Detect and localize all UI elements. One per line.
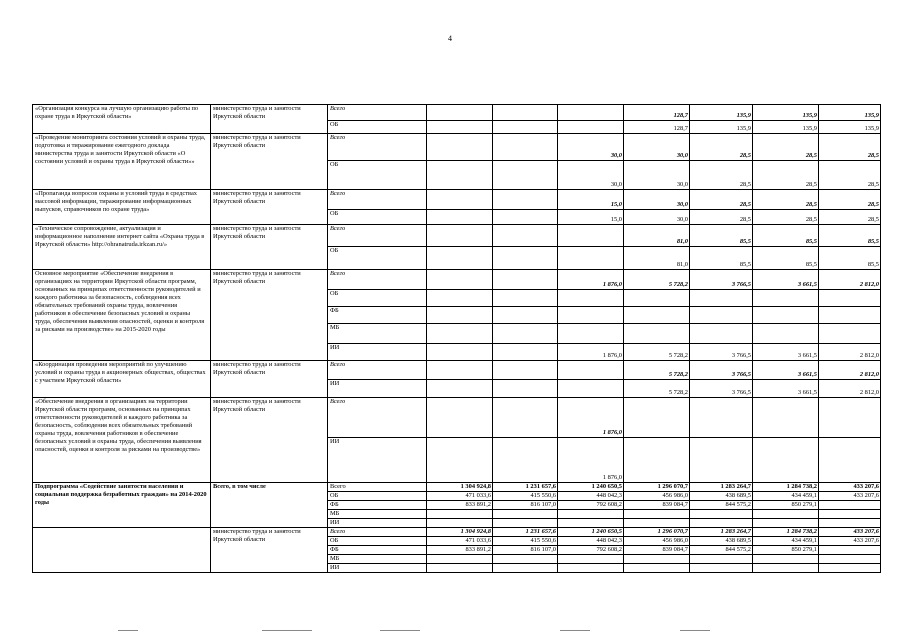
value-cell: 28,5 [753, 190, 819, 210]
value-cell [624, 564, 690, 573]
value-cell: 448 042,3 [558, 537, 624, 546]
value-cell [819, 546, 881, 555]
value-cell [493, 210, 558, 225]
funding-source-cell: ИИ [328, 380, 427, 398]
table-row [33, 398, 881, 438]
value-cell [690, 307, 753, 324]
value-cell [819, 324, 881, 344]
value-cell: 456 986,0 [624, 537, 690, 546]
value-cell [493, 270, 558, 290]
value-cell: 15,0 [558, 210, 624, 225]
value-cell: 1 240 650,5 [558, 483, 624, 492]
value-cell: 471 033,6 [427, 492, 493, 501]
value-cell [427, 555, 493, 564]
value-cell: 850 279,1 [753, 501, 819, 510]
value-cell [493, 190, 558, 210]
value-cell: 28,5 [819, 190, 881, 210]
value-cell: 839 084,7 [624, 546, 690, 555]
funding-source-cell: Всего [328, 361, 427, 380]
value-cell [427, 344, 493, 361]
value-cell [493, 344, 558, 361]
measure-name-cell: Подпрограмма «Содействие занятости населения и социальная поддержка безработных граждан» на 2014-2020 годы [33, 483, 211, 528]
funding-source-cell: ОБ [328, 121, 427, 134]
funding-source-cell: ОБ [328, 290, 427, 307]
value-cell [690, 438, 753, 483]
table-row [33, 190, 881, 210]
value-cell: 434 459,1 [753, 492, 819, 501]
table-row [33, 528, 881, 537]
value-cell: 3 661,5 [753, 344, 819, 361]
value-cell: 1 296 070,7 [624, 483, 690, 492]
funding-source-cell: ИИ [328, 519, 427, 528]
funding-source-cell: Всего [328, 225, 427, 247]
value-cell [624, 398, 690, 438]
funding-source-cell: ФБ [328, 307, 427, 324]
value-cell [427, 225, 493, 247]
value-cell: 438 689,5 [690, 492, 753, 501]
value-cell [427, 161, 493, 190]
value-cell [493, 361, 558, 380]
value-cell: 833 891,2 [427, 546, 493, 555]
value-cell [690, 564, 753, 573]
executor-cell: министерство труда и занятости Иркутской области [211, 528, 328, 573]
value-cell: 30,0 [558, 161, 624, 190]
value-cell: 2 812,0 [819, 380, 881, 398]
value-cell: 28,5 [819, 210, 881, 225]
value-cell [427, 134, 493, 161]
funding-source-cell: МБ [328, 324, 427, 344]
value-cell: 81,0 [624, 225, 690, 247]
funding-source-cell: Всего [328, 528, 427, 537]
value-cell: 2 812,0 [819, 361, 881, 380]
executor-cell: министерство труда и занятости Иркутской области [211, 398, 328, 483]
value-cell [558, 105, 624, 121]
table-row [33, 105, 881, 121]
value-cell: 434 459,1 [753, 537, 819, 546]
value-cell: 456 986,0 [624, 492, 690, 501]
value-cell: 5 728,2 [624, 270, 690, 290]
funding-source-cell: ОБ [328, 210, 427, 225]
value-cell [493, 324, 558, 344]
value-cell: 1 876,0 [558, 344, 624, 361]
value-cell: 135,9 [753, 105, 819, 121]
value-cell: 30,0 [624, 134, 690, 161]
executor-cell: Всего, в том числе [211, 483, 328, 528]
value-cell [624, 438, 690, 483]
value-cell: 5 728,2 [624, 380, 690, 398]
value-cell: 2 812,0 [819, 344, 881, 361]
value-cell [427, 247, 493, 270]
funding-source-cell: ОБ [328, 161, 427, 190]
value-cell [624, 307, 690, 324]
value-cell [624, 555, 690, 564]
value-cell [493, 247, 558, 270]
funding-source-cell: ИИ [328, 344, 427, 361]
value-cell: 5 728,2 [624, 361, 690, 380]
funding-source-cell: МБ [328, 510, 427, 519]
measure-name-cell: «Проведение мониторинга состояния условий и охраны труда, подготовка и тиражирование ежегодного доклада министерства труда и занятости Иркутской области «О состоянии условий и охраны труда в Иркутской области»» [33, 134, 211, 190]
value-cell [493, 307, 558, 324]
value-cell [753, 307, 819, 324]
value-cell [427, 438, 493, 483]
value-cell: 471 033,6 [427, 537, 493, 546]
value-cell: 135,9 [753, 121, 819, 134]
measure-name-cell: «Пропаганда вопросов охраны и условий труда в средствах массовой информации, тиражирование информационных выпусков, справочников по охране труда» [33, 190, 211, 225]
value-cell: 135,9 [690, 105, 753, 121]
value-cell [427, 510, 493, 519]
measure-name-cell: «Техническое сопровождение, актуализация и информационное наполнение интернет сайта «Охрана труда в Иркутской области» http://ohranatruda.irkzan.ru/» [33, 225, 211, 270]
value-cell: 1 231 657,6 [493, 528, 558, 537]
funding-source-cell: ИИ [328, 564, 427, 573]
value-cell: 792 608,2 [558, 546, 624, 555]
value-cell: 28,5 [753, 134, 819, 161]
value-cell: 3 766,5 [690, 270, 753, 290]
value-cell: 3 661,5 [753, 361, 819, 380]
value-cell: 433 207,6 [819, 492, 881, 501]
value-cell [427, 380, 493, 398]
value-cell: 433 207,6 [819, 528, 881, 537]
value-cell [427, 307, 493, 324]
value-cell [819, 438, 881, 483]
value-cell: 135,9 [819, 105, 881, 121]
budget-table [32, 104, 881, 573]
value-cell [753, 398, 819, 438]
value-cell [493, 105, 558, 121]
value-cell: 3 766,5 [690, 380, 753, 398]
value-cell [493, 438, 558, 483]
table-row [33, 270, 881, 290]
value-cell [819, 307, 881, 324]
value-cell: 816 107,0 [493, 546, 558, 555]
value-cell: 15,0 [558, 190, 624, 210]
value-cell: 85,5 [690, 247, 753, 270]
value-cell [690, 519, 753, 528]
value-cell: 3 766,5 [690, 361, 753, 380]
funding-source-cell: ОБ [328, 537, 427, 546]
value-cell [558, 225, 624, 247]
funding-source-cell: ОБ [328, 492, 427, 501]
value-cell: 415 550,6 [493, 492, 558, 501]
measure-name-cell: «Организация конкурса на лучшую организацию работы по охране труда в Иркутской области» [33, 105, 211, 134]
funding-source-cell: Всего [328, 483, 427, 492]
value-cell: 3 766,5 [690, 344, 753, 361]
value-cell [753, 519, 819, 528]
value-cell: 28,5 [690, 134, 753, 161]
value-cell [624, 290, 690, 307]
value-cell: 1 231 657,6 [493, 483, 558, 492]
value-cell [558, 510, 624, 519]
funding-source-cell: ИИ [328, 438, 427, 483]
value-cell: 1 304 924,8 [427, 528, 493, 537]
table-row [33, 483, 881, 492]
value-cell: 1 284 738,2 [753, 483, 819, 492]
value-cell [690, 324, 753, 344]
value-cell: 1 304 924,8 [427, 483, 493, 492]
executor-cell: министерство труда и занятости Иркутской области [211, 225, 328, 270]
value-cell [558, 121, 624, 134]
value-cell: 1 283 264,7 [690, 483, 753, 492]
value-cell [690, 290, 753, 307]
value-cell [819, 290, 881, 307]
value-cell: 81,0 [624, 247, 690, 270]
value-cell [753, 324, 819, 344]
value-cell [427, 121, 493, 134]
value-cell: 30,0 [624, 161, 690, 190]
value-cell: 1 284 738,2 [753, 528, 819, 537]
value-cell [753, 510, 819, 519]
value-cell [558, 564, 624, 573]
value-cell: 28,5 [753, 161, 819, 190]
value-cell [819, 510, 881, 519]
value-cell [427, 361, 493, 380]
value-cell [427, 519, 493, 528]
value-cell [427, 290, 493, 307]
value-cell [493, 134, 558, 161]
measure-name-cell: Основное мероприятие «Обеспечение внедрения в организациях на территории Иркутской области программ, основанных на принципах ответственности руководителей и каждого работника за безопасность, соблюдения всех обязательных требований охраны труда, вовлечения работников в обеспечение безопасных условий и охраны труда, обеспечения выявления опасностей, оценки и контроля за рисками на производстве» на 2015-2020 годы [33, 270, 211, 361]
value-cell: 1 296 070,7 [624, 528, 690, 537]
value-cell [493, 510, 558, 519]
value-cell: 85,5 [753, 225, 819, 247]
value-cell [753, 564, 819, 573]
value-cell [493, 161, 558, 190]
value-cell [819, 398, 881, 438]
funding-source-cell: Всего [328, 134, 427, 161]
value-cell: 2 812,0 [819, 270, 881, 290]
value-cell [493, 519, 558, 528]
value-cell [427, 398, 493, 438]
value-cell [558, 290, 624, 307]
value-cell: 85,5 [690, 225, 753, 247]
measure-name-cell: «Координация проведения мероприятий по улучшению условий и охраны труда в акционерных обществах, обществах с участием Иркутской области» [33, 361, 211, 398]
executor-cell: министерство труда и занятости Иркутской области [211, 190, 328, 225]
value-cell [558, 519, 624, 528]
value-cell [493, 290, 558, 307]
value-cell: 28,5 [690, 161, 753, 190]
value-cell [427, 270, 493, 290]
value-cell [558, 307, 624, 324]
value-cell: 30,0 [624, 190, 690, 210]
value-cell: 433 207,6 [819, 537, 881, 546]
value-cell: 28,5 [753, 210, 819, 225]
executor-cell: министерство труда и занятости Иркутской области [211, 270, 328, 361]
value-cell: 3 661,5 [753, 380, 819, 398]
value-cell: 28,5 [819, 134, 881, 161]
executor-cell: министерство труда и занятости Иркутской области [211, 105, 328, 134]
value-cell: 438 689,5 [690, 537, 753, 546]
value-cell: 128,7 [624, 105, 690, 121]
value-cell: 28,5 [690, 190, 753, 210]
funding-source-cell: Всего [328, 398, 427, 438]
value-cell [819, 564, 881, 573]
value-cell [558, 380, 624, 398]
value-cell: 1 283 264,7 [690, 528, 753, 537]
value-cell: 1 240 650,5 [558, 528, 624, 537]
value-cell [624, 510, 690, 519]
value-cell [427, 105, 493, 121]
measure-name-cell [33, 528, 211, 573]
value-cell [624, 324, 690, 344]
value-cell [819, 555, 881, 564]
value-cell: 448 042,3 [558, 492, 624, 501]
value-cell: 5 728,2 [624, 344, 690, 361]
value-cell: 433 207,6 [819, 483, 881, 492]
value-cell: 1 876,0 [558, 270, 624, 290]
funding-source-cell: Всего [328, 105, 427, 121]
funding-source-cell: Всего [328, 190, 427, 210]
value-cell: 85,5 [753, 247, 819, 270]
measure-name-cell: «Обеспечение внедрения в организациях на территории Иркутской области программ, основанных на принципах ответственности руководителей и каждого работника за безопасность, соблюдения всех обязательных требований охраны труда, вовлечения работников в обеспечение безопасных условий и охраны труда, обеспечения выявления опасностей, оценки и контроля за рисками на производстве» [33, 398, 211, 483]
funding-source-cell: МБ [328, 555, 427, 564]
value-cell [427, 190, 493, 210]
executor-cell: министерство труда и занятости Иркутской области [211, 361, 328, 398]
value-cell [493, 555, 558, 564]
table-row [33, 134, 881, 161]
value-cell: 833 891,2 [427, 501, 493, 510]
value-cell: 30,0 [624, 210, 690, 225]
funding-source-cell: ФБ [328, 501, 427, 510]
value-cell: 792 608,2 [558, 501, 624, 510]
value-cell [558, 555, 624, 564]
value-cell [690, 510, 753, 519]
value-cell [493, 380, 558, 398]
value-cell: 844 575,2 [690, 546, 753, 555]
value-cell: 844 575,2 [690, 501, 753, 510]
funding-source-cell: Всего [328, 270, 427, 290]
value-cell: 1 876,0 [558, 438, 624, 483]
value-cell: 28,5 [819, 161, 881, 190]
value-cell: 1 876,0 [558, 398, 624, 438]
value-cell: 30,0 [558, 134, 624, 161]
value-cell: 85,5 [819, 225, 881, 247]
value-cell [493, 564, 558, 573]
value-cell [624, 519, 690, 528]
value-cell: 415 550,6 [493, 537, 558, 546]
value-cell [690, 398, 753, 438]
value-cell: 839 084,7 [624, 501, 690, 510]
value-cell [427, 210, 493, 225]
value-cell: 816 107,0 [493, 501, 558, 510]
value-cell: 85,5 [819, 247, 881, 270]
executor-cell: министерство труда и занятости Иркутской области [211, 134, 328, 190]
funding-source-cell: ФБ [328, 546, 427, 555]
value-cell [493, 121, 558, 134]
value-cell [558, 247, 624, 270]
value-cell: 28,5 [690, 210, 753, 225]
value-cell: 128,7 [624, 121, 690, 134]
value-cell [819, 519, 881, 528]
value-cell: 135,9 [819, 121, 881, 134]
value-cell [427, 324, 493, 344]
value-cell [753, 555, 819, 564]
value-cell [753, 290, 819, 307]
value-cell [427, 564, 493, 573]
value-cell [819, 501, 881, 510]
value-cell [493, 398, 558, 438]
page-number: 4 [448, 34, 452, 43]
value-cell: 135,9 [690, 121, 753, 134]
table-row [33, 225, 881, 247]
table-row [33, 361, 881, 380]
value-cell [558, 361, 624, 380]
value-cell [558, 324, 624, 344]
value-cell: 3 661,5 [753, 270, 819, 290]
value-cell [690, 555, 753, 564]
value-cell [493, 225, 558, 247]
value-cell [753, 438, 819, 483]
funding-source-cell: ОБ [328, 247, 427, 270]
value-cell: 850 279,1 [753, 546, 819, 555]
